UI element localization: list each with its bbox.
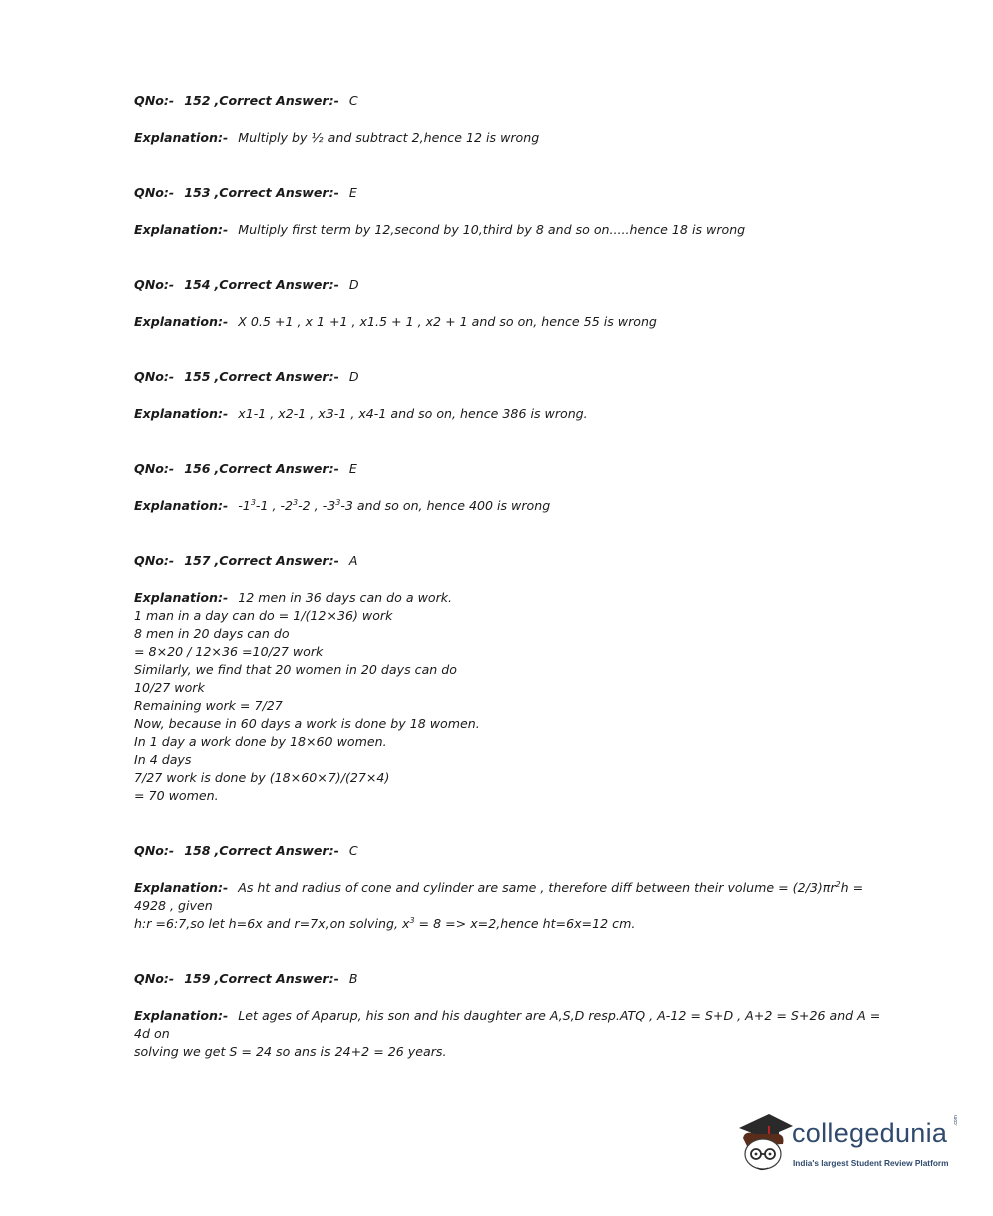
question-number: 157 bbox=[184, 553, 211, 568]
explanation bbox=[134, 405, 894, 423]
explanation bbox=[134, 879, 894, 933]
correct-answer: D bbox=[348, 369, 359, 384]
explanation-label: Explanation:- bbox=[134, 314, 229, 329]
explanation-line: Explanation:- As ht and radius of cone and cylinder are same , therefore diff between their volume = $(2/3)\pi r^2h = 4928$ , given bbox=[134, 880, 864, 913]
qno-label: QNo:- bbox=[134, 93, 175, 108]
correct-answer-label: ,Correct Answer:- bbox=[214, 277, 339, 292]
entry-153 bbox=[134, 184, 894, 239]
explanation-line: Explanation:- Let ages of Aparup, his son and his daughter are A,S,D resp.ATQ , A-12 = S+D , A+2 = S+26 and A = 4d on bbox=[134, 1008, 881, 1041]
qno-label: QNo:- bbox=[134, 843, 175, 858]
explanation-label: Explanation:- bbox=[134, 590, 229, 605]
answer-key-page bbox=[134, 92, 894, 1061]
explanation-text: Multiply first term by 12,second by 10,third by 8 and so on.....hence 18 is wrong bbox=[238, 222, 746, 237]
correct-answer-label: ,Correct Answer:- bbox=[214, 369, 339, 384]
entry-152 bbox=[134, 92, 894, 147]
correct-answer: D bbox=[348, 277, 359, 292]
explanation bbox=[134, 221, 894, 239]
explanation-text: X 0.5 +1 , x 1 +1 , x1.5 + 1 , x2 + 1 and so on, hence 55 is wrong bbox=[238, 314, 657, 329]
explanation-label: Explanation:- bbox=[134, 498, 229, 513]
explanation-line: In 4 days bbox=[134, 752, 192, 767]
qno-label: QNo:- bbox=[134, 369, 175, 384]
explanation bbox=[134, 129, 894, 147]
entry-158 bbox=[134, 842, 894, 933]
question-number: 154 bbox=[184, 277, 211, 292]
correct-answer-label: ,Correct Answer:- bbox=[214, 185, 339, 200]
question-header bbox=[134, 460, 894, 478]
logo-dotcom: .com bbox=[953, 1115, 959, 1126]
question-number: 155 bbox=[184, 369, 211, 384]
explanation-line: Remaining work = 7/27 bbox=[134, 698, 283, 713]
correct-answer-label: ,Correct Answer:- bbox=[214, 843, 339, 858]
qno-label: QNo:- bbox=[134, 461, 175, 476]
explanation-line: Now, because in 60 days a work is done by 18 women. bbox=[134, 716, 480, 731]
correct-answer-label: ,Correct Answer:- bbox=[214, 93, 339, 108]
correct-answer-label: ,Correct Answer:- bbox=[214, 971, 339, 986]
question-number: 158 bbox=[184, 843, 211, 858]
entry-157 bbox=[134, 552, 894, 805]
correct-answer: E bbox=[348, 185, 357, 200]
entry-159 bbox=[134, 970, 894, 1061]
explanation-label: Explanation:- bbox=[134, 130, 229, 145]
question-header bbox=[134, 92, 894, 110]
explanation-line: 8 men in 20 days can do bbox=[134, 626, 290, 641]
correct-answer-label: ,Correct Answer:- bbox=[214, 461, 339, 476]
question-header bbox=[134, 276, 894, 294]
correct-answer: E bbox=[348, 461, 357, 476]
correct-answer: C bbox=[348, 843, 358, 858]
question-header bbox=[134, 184, 894, 202]
student-mascot-icon bbox=[735, 1108, 795, 1180]
explanation-line: 1 man in a day can do = 1/(12×36) work bbox=[134, 608, 393, 623]
entry-154 bbox=[134, 276, 894, 331]
question-header bbox=[134, 552, 894, 570]
question-header bbox=[134, 368, 894, 386]
explanation-line: Similarly, we find that 20 women in 20 days can do bbox=[134, 662, 457, 677]
correct-answer: B bbox=[348, 971, 358, 986]
question-header bbox=[134, 970, 894, 988]
explanation-label: Explanation:- bbox=[134, 222, 229, 237]
explanation-line: 7/27 work is done by (18×60×7)/(27×4) bbox=[134, 770, 390, 785]
explanation bbox=[134, 313, 894, 331]
question-number: 153 bbox=[184, 185, 211, 200]
entry-155 bbox=[134, 368, 894, 423]
logo-wordmark: collegedunia bbox=[792, 1118, 948, 1148]
explanation-line: h:r =6:7,so let h=6x and r=7x,on solving, $x^3 = 8$ => x=2,hence ht=6x=12 cm. bbox=[134, 916, 636, 931]
question-header bbox=[134, 842, 894, 860]
question-number: 156 bbox=[184, 461, 211, 476]
qno-label: QNo:- bbox=[134, 971, 175, 986]
question-number: 159 bbox=[184, 971, 211, 986]
question-number: 152 bbox=[184, 93, 211, 108]
explanation bbox=[134, 589, 894, 805]
explanation-line: 10/27 work bbox=[134, 680, 205, 695]
explanation-line: solving we get S = 24 so ans is 24+2 = 26 years. bbox=[134, 1044, 447, 1059]
qno-label: QNo:- bbox=[134, 277, 175, 292]
explanation-line: Explanation:- 12 men in 36 days can do a work. bbox=[134, 590, 453, 605]
explanation-text: Multiply by ½ and subtract 2,hence 12 is wrong bbox=[238, 130, 540, 145]
correct-answer: A bbox=[348, 553, 358, 568]
logo-tagline: India's largest Student Review Platform bbox=[793, 1158, 949, 1168]
explanation-line: In 1 day a work done by 18×60 women. bbox=[134, 734, 387, 749]
explanation-text: $-1^3-1$ , $-2^3-2$ , $-3^3-3$ and so on, hence 400 is wrong bbox=[238, 498, 551, 513]
explanation-text: x1-1 , x2-1 , x3-1 , x4-1 and so on, hence 386 is wrong. bbox=[238, 406, 588, 421]
explanation-label: Explanation:- bbox=[134, 1008, 229, 1023]
entry-156 bbox=[134, 460, 894, 515]
explanation-line: = 70 women. bbox=[134, 788, 219, 803]
explanation bbox=[134, 1007, 894, 1061]
qno-label: QNo:- bbox=[134, 185, 175, 200]
collegedunia-logo bbox=[735, 1108, 965, 1183]
correct-answer-label: ,Correct Answer:- bbox=[214, 553, 339, 568]
correct-answer: C bbox=[348, 93, 358, 108]
explanation-label: Explanation:- bbox=[134, 880, 229, 895]
explanation bbox=[134, 497, 894, 515]
explanation-line: = 8×20 / 12×36 =10/27 work bbox=[134, 644, 324, 659]
qno-label: QNo:- bbox=[134, 553, 175, 568]
explanation-label: Explanation:- bbox=[134, 406, 229, 421]
